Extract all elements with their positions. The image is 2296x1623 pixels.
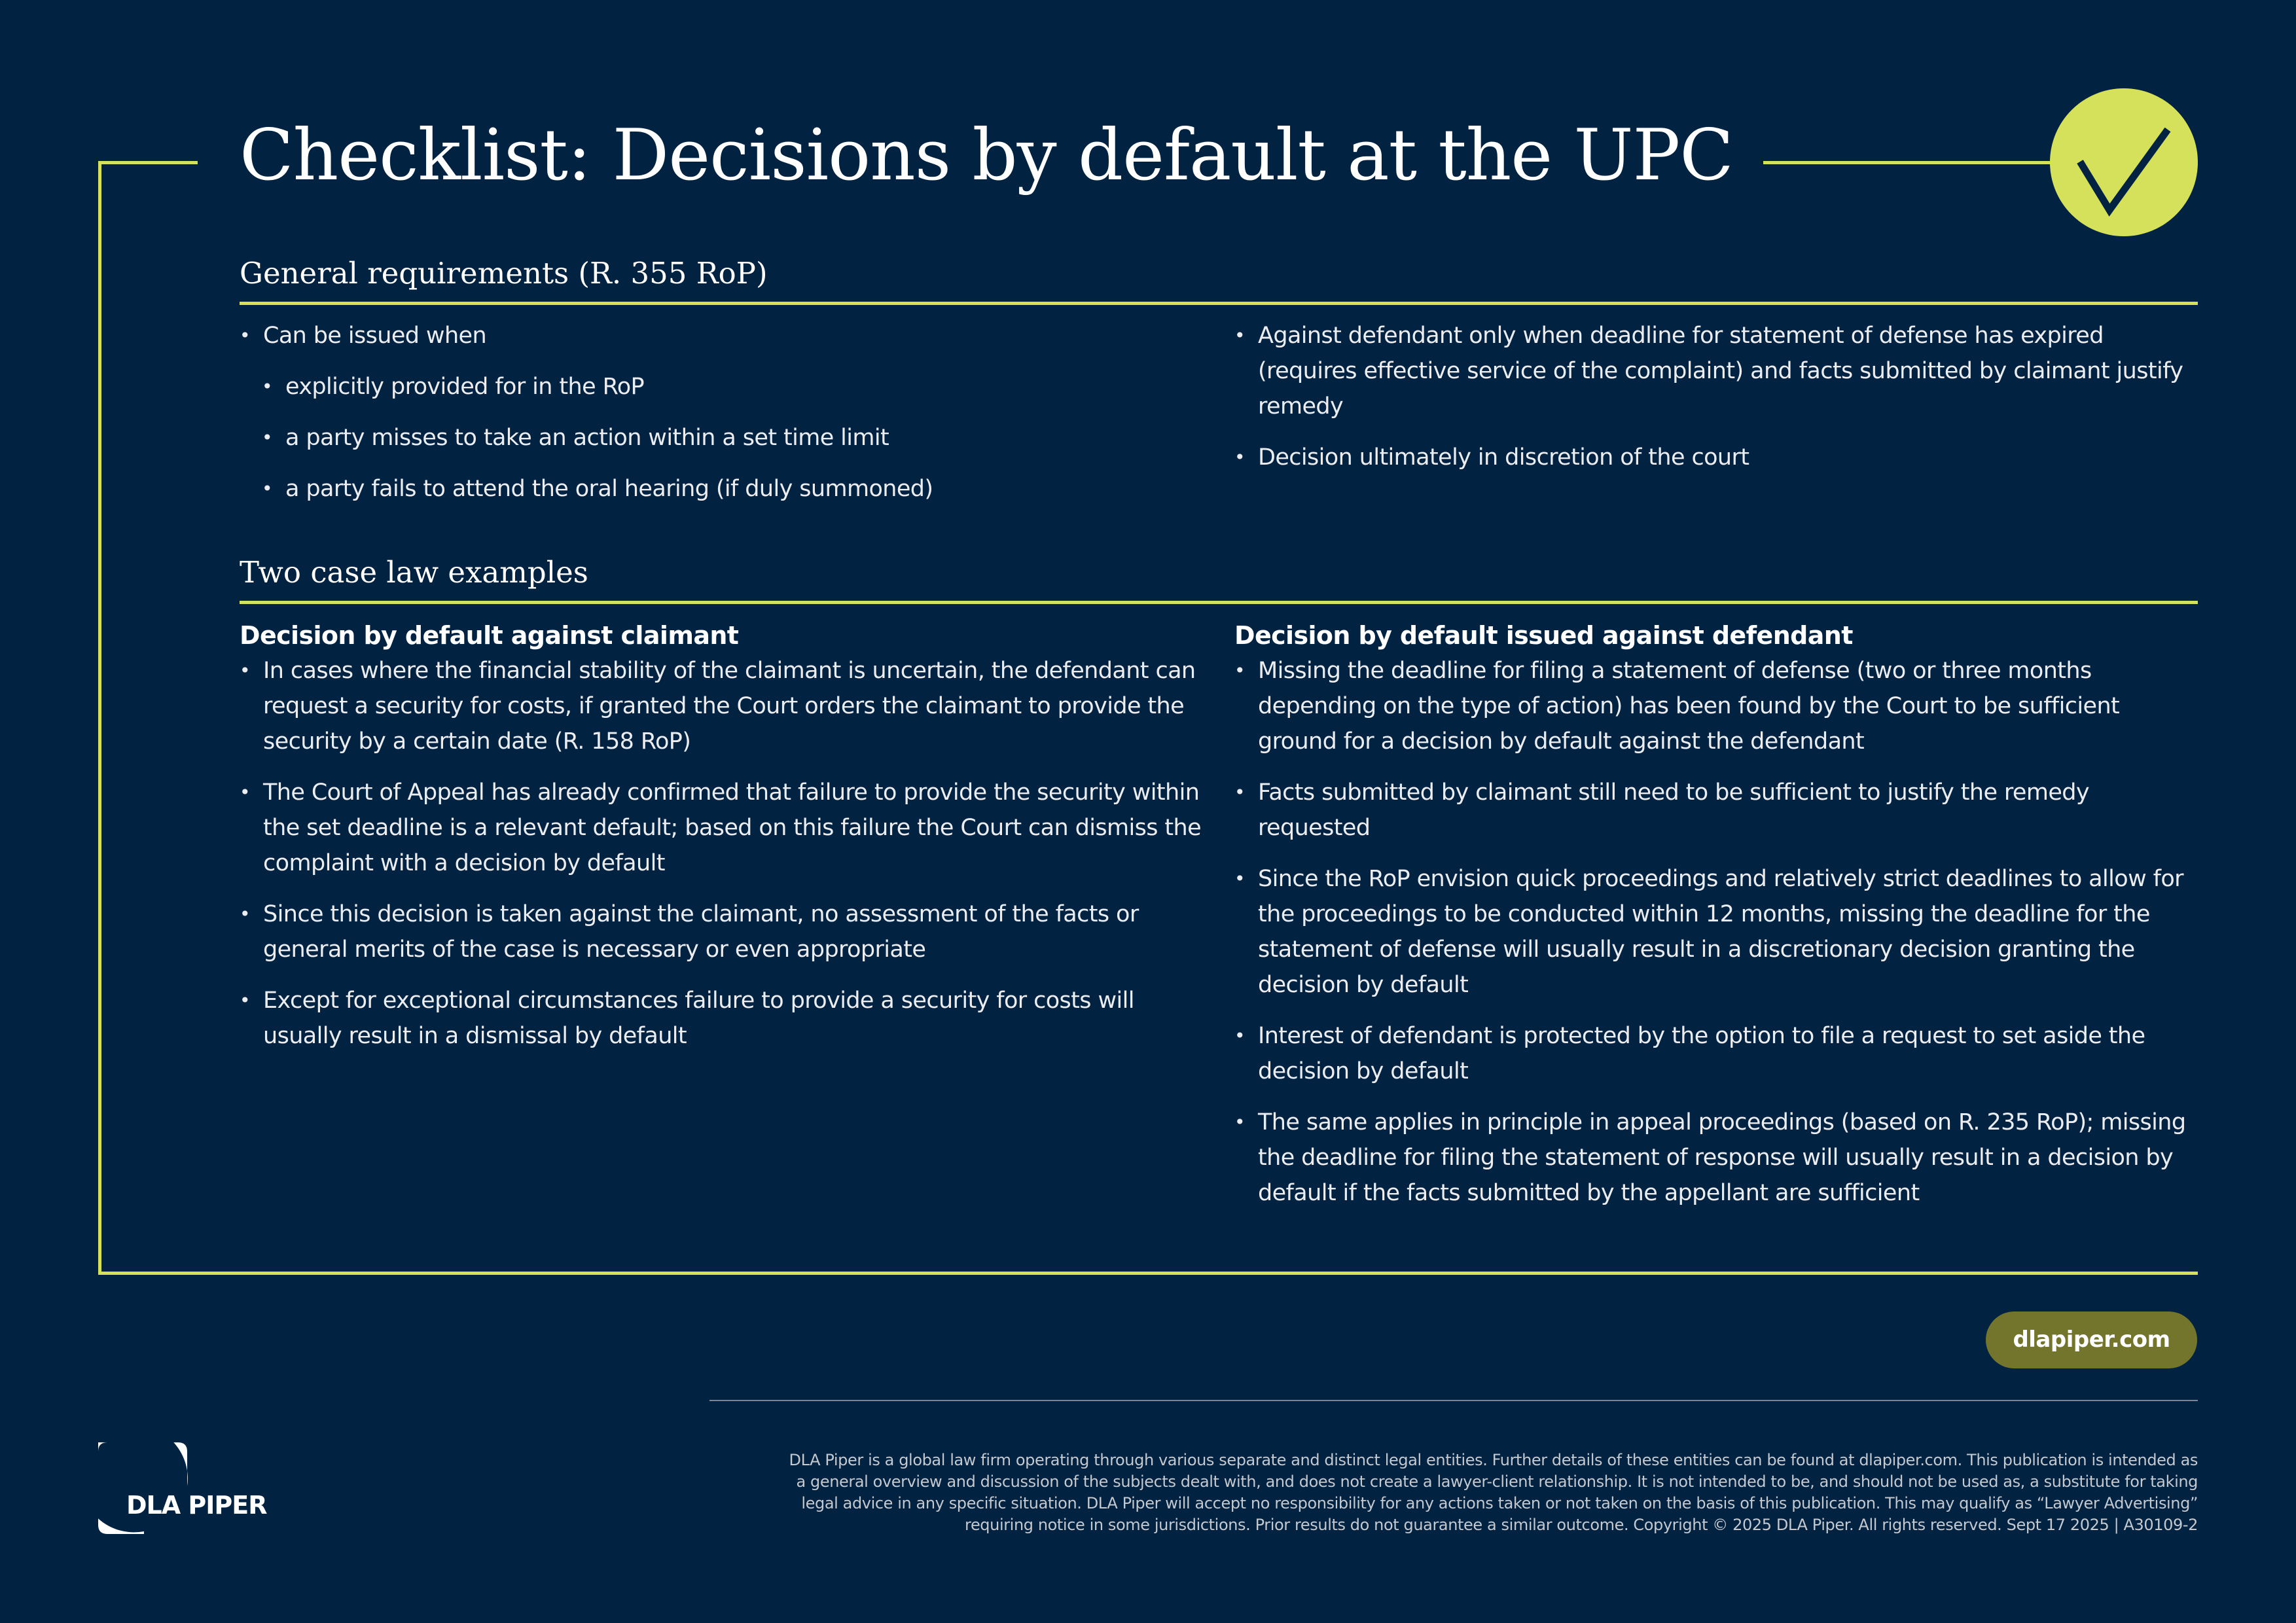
list-item: • The same applies in principle in appeal proceedings (based on R. 235 RoP); missing the deadline for filing the statement of response will usually result in a decision by default if the facts submitted by the appellant are sufficient bbox=[1234, 1105, 2197, 1211]
list-item: • Interest of defendant is protected by the option to file a request to set aside the decision by default bbox=[1234, 1018, 2197, 1089]
footer-divider bbox=[709, 1400, 2198, 1401]
section-divider-general bbox=[240, 302, 2198, 305]
case-law-left-column bbox=[240, 618, 1202, 1069]
general-right-list bbox=[1234, 318, 2190, 475]
section-divider-case-law bbox=[240, 601, 2198, 604]
case-law-left-list bbox=[240, 653, 1202, 1054]
disclaimer-line: DLA Piper is a global law firm operating through various separate and distinct legal entities. Further details of these entities can be found at dlapiper.com. This publication is intended as bbox=[789, 1451, 2198, 1469]
website-link-button[interactable]: dlapiper.com bbox=[1986, 1311, 2197, 1368]
logo-wordmark: DLA PIPER bbox=[126, 1491, 267, 1520]
list-item: • In cases where the financial stability of the claimant is uncertain, the defendant can request a security for costs, if granted the Court orders the claimant to provide the security by a certain date (R. 158 RoP) bbox=[240, 653, 1202, 759]
case-law-right-list bbox=[1234, 653, 2197, 1211]
list-item: • Since the RoP envision quick proceedings and relatively strict deadlines to allow for the proceedings to be conducted within 12 months, missing the deadline for the statement of defense will usually result in a discretionary decision granting the decision by default bbox=[1234, 861, 2197, 1003]
subheading-against-claimant: Decision by default against claimant bbox=[240, 621, 739, 650]
frame-bottom-line bbox=[98, 1272, 2198, 1275]
legal-disclaimer bbox=[700, 1450, 2198, 1536]
dla-piper-logo-icon bbox=[98, 1442, 255, 1534]
list-item: • a party fails to attend the oral hearing (if duly summoned) bbox=[262, 471, 1202, 507]
section-heading-general: General requirements (R. 355 RoP) bbox=[240, 256, 768, 291]
case-law-right-column bbox=[1234, 618, 2197, 1226]
disclaimer-line: legal advice in any specific situation. DLA Piper will accept no responsibility for any actions taken or not taken on the basis of this publication. This may qualify as “Lawyer Advertising” bbox=[801, 1494, 2198, 1512]
frame-left-line bbox=[98, 161, 101, 1275]
list-item: • Against defendant only when deadline for statement of defense has expired (requires effective service of the complaint) and facts submitted by claimant justify remedy bbox=[1234, 318, 2190, 424]
disclaimer-line: a general overview and discussion of the subjects dealt with, and does not create a lawyer-client relationship. It is not intended to be, and should not be used as, a substitute for taking bbox=[796, 1472, 2198, 1491]
list-item: • Since this decision is taken against the claimant, no assessment of the facts or general merits of the case is necessary or even appropriate bbox=[240, 897, 1202, 967]
list-item: • Facts submitted by claimant still need to be sufficient to justify the remedy requested bbox=[1234, 775, 2197, 846]
disclaimer-line: requiring notice in some jurisdictions. Prior results do not guarantee a similar outcome. Copyright © 2025 DLA Piper. All rights reserved. Sept 17 2025 | A30109-2 bbox=[965, 1516, 2198, 1534]
list-item: • Decision ultimately in discretion of the court bbox=[1234, 440, 2190, 475]
frame-top-right-line bbox=[1763, 161, 2077, 164]
list-item: • explicitly provided for in the RoP bbox=[262, 369, 1202, 404]
subheading-against-defendant: Decision by default issued against defendant bbox=[1234, 621, 1853, 650]
checkmark-icon bbox=[2050, 88, 2198, 236]
section-heading-case-law: Two case law examples bbox=[240, 555, 588, 590]
general-right-column bbox=[1234, 318, 2190, 491]
list-item: • Except for exceptional circumstances failure to provide a security for costs will usually result in a dismissal by default bbox=[240, 983, 1202, 1054]
list-item: • Missing the deadline for filing a statement of defense (two or three months depending on the type of action) has been found by the Court to be sufficient ground for a decision by default against the defendant bbox=[1234, 653, 2197, 759]
checkmark-badge bbox=[2050, 88, 2198, 236]
general-left-column bbox=[240, 318, 1202, 522]
page-title: Checklist: Decisions by default at the UPC bbox=[240, 115, 1733, 196]
frame-top-left-line bbox=[98, 161, 198, 164]
list-item: • Can be issued when bbox=[240, 318, 1202, 353]
list-item: • a party misses to take an action within a set time limit bbox=[262, 420, 1202, 455]
list-item: • The Court of Appeal has already confirmed that failure to provide the security within the set deadline is a relevant default; based on this failure the Court can dismiss the complaint with a decision by default bbox=[240, 775, 1202, 881]
general-left-list bbox=[240, 318, 1202, 507]
